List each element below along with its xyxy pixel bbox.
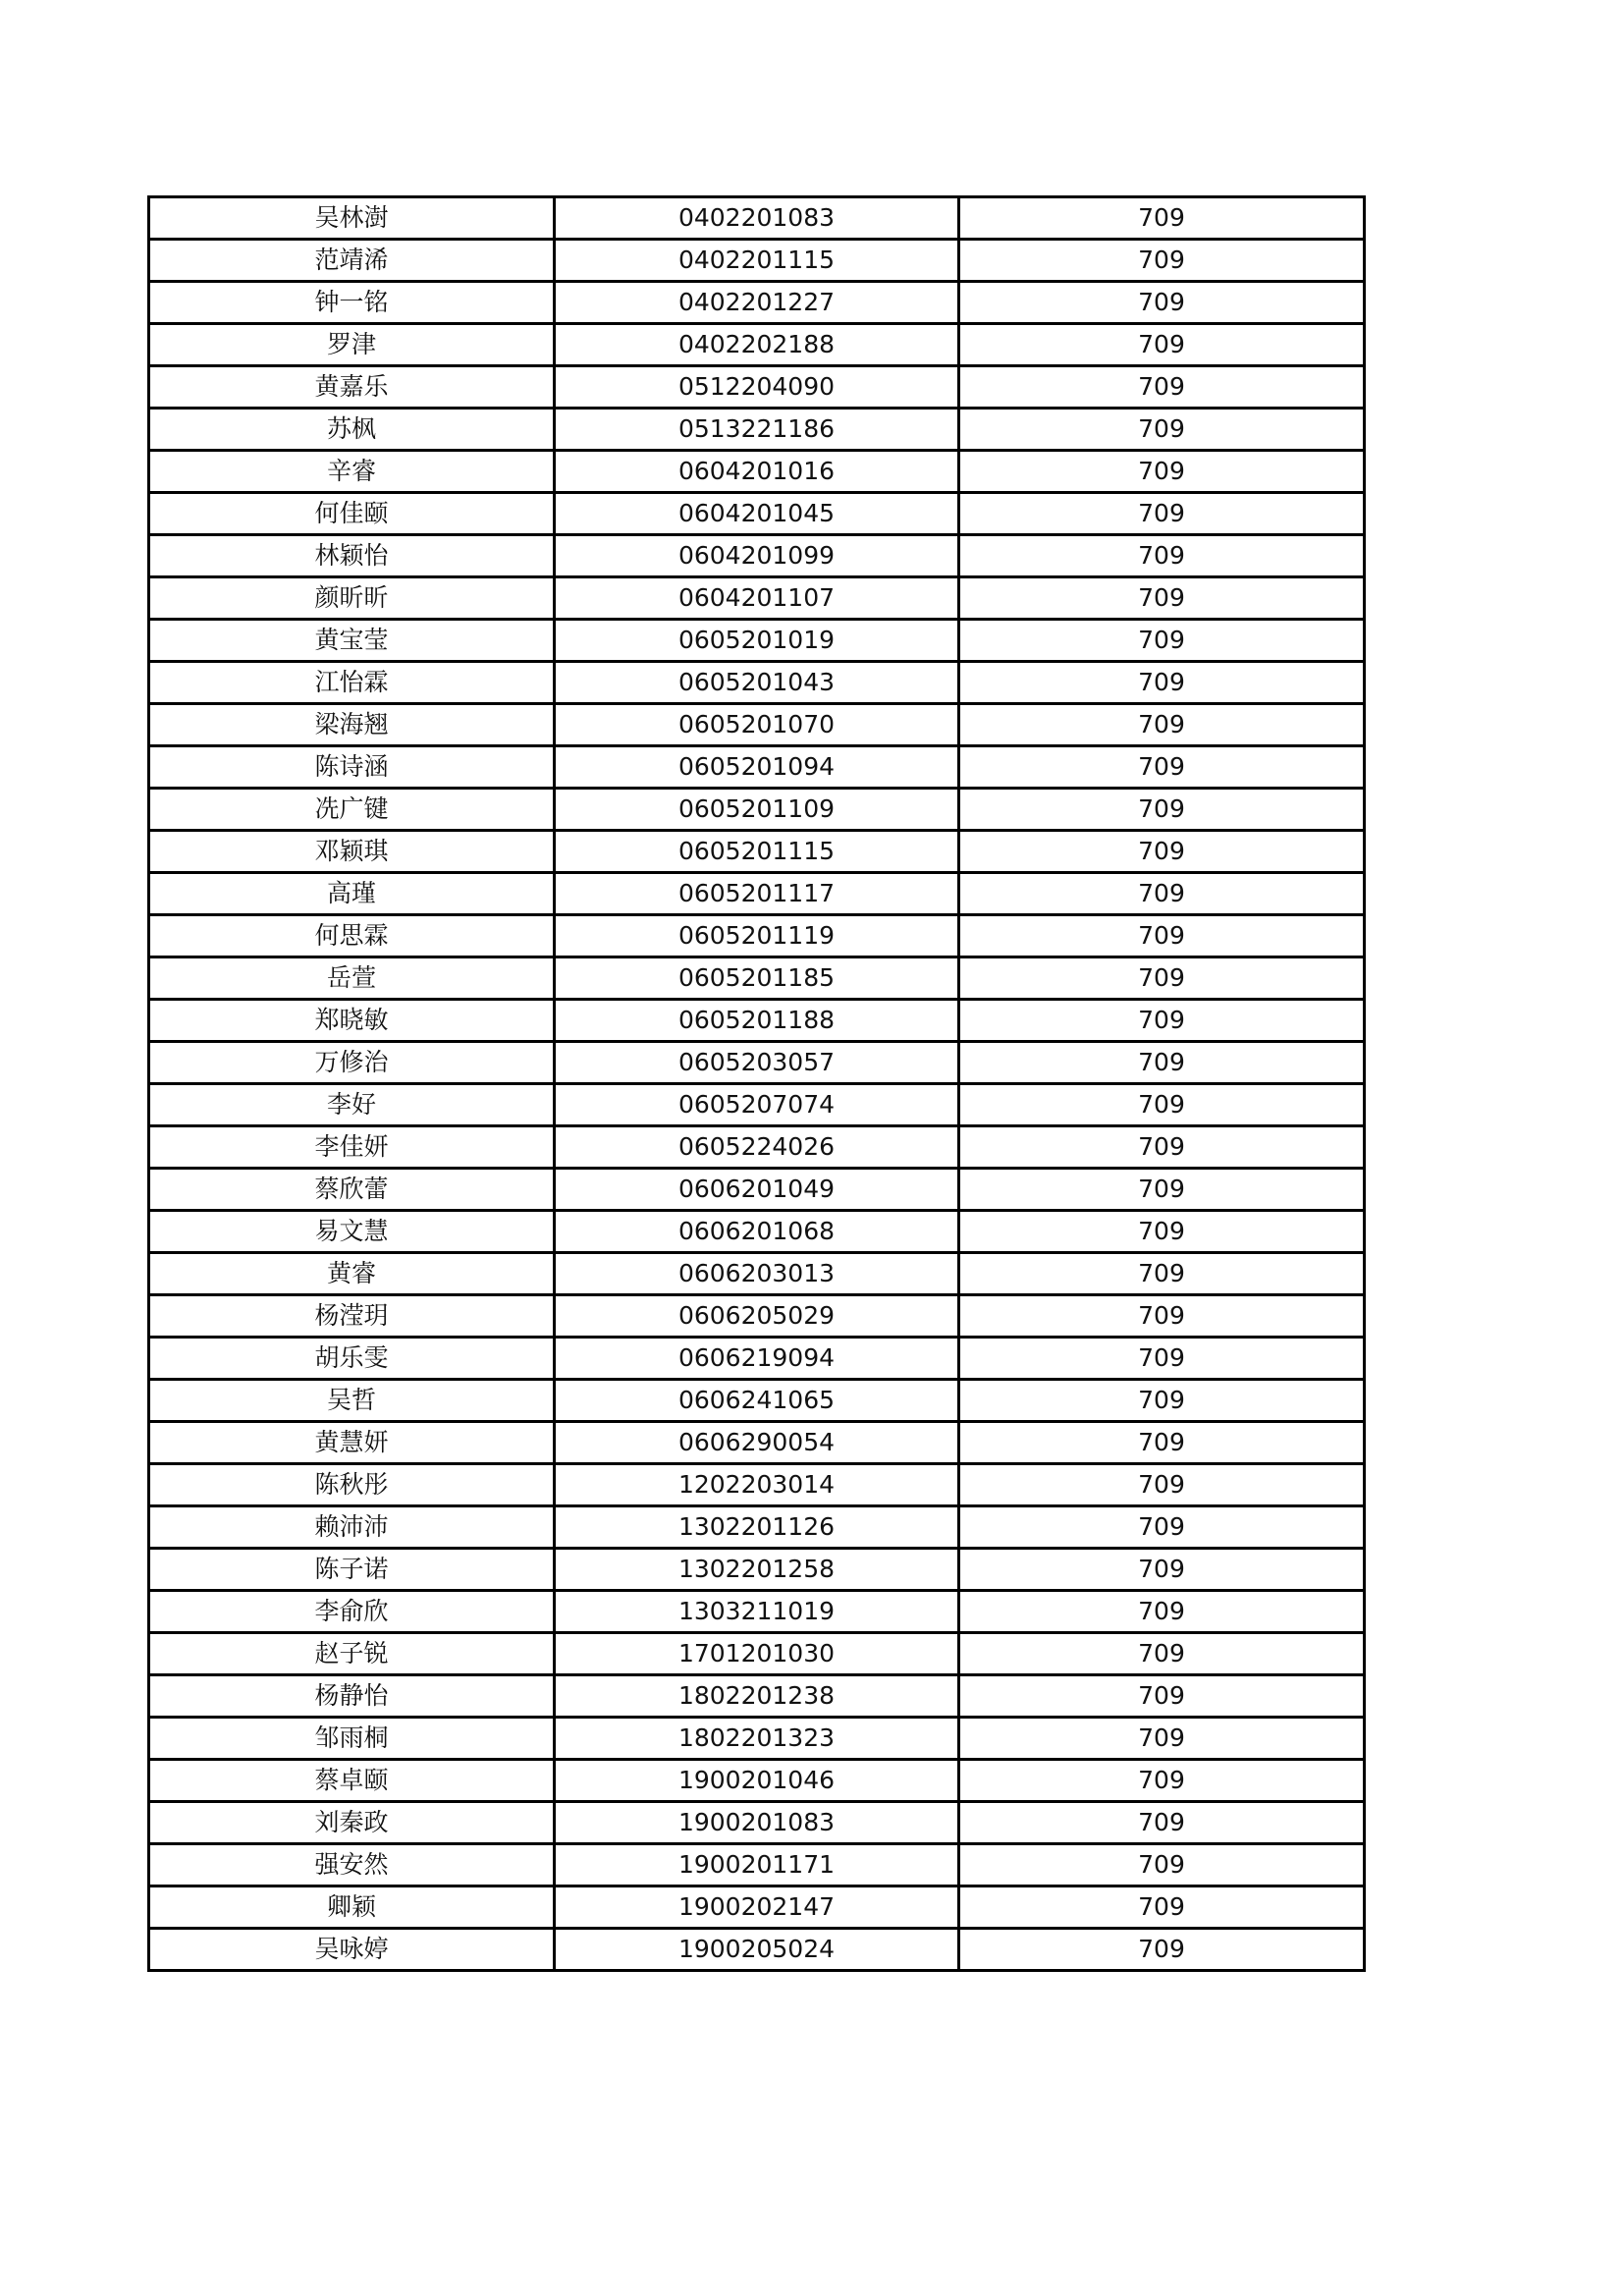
table-row xyxy=(149,704,1365,746)
roster-table-body xyxy=(149,197,1365,1971)
student-id-cell: 0402202188 xyxy=(555,324,959,366)
score-cell: 709 xyxy=(959,746,1365,789)
table-row xyxy=(149,451,1365,493)
score-cell: 709 xyxy=(959,1042,1365,1084)
score-cell: 709 xyxy=(959,366,1365,409)
student-id-cell: 0605207074 xyxy=(555,1084,959,1126)
table-row xyxy=(149,1000,1365,1042)
name-cell: 钟一铭 xyxy=(149,282,555,324)
name-cell: 陈子诺 xyxy=(149,1549,555,1591)
student-id-cell: 1802201238 xyxy=(555,1675,959,1718)
name-cell: 李俞欣 xyxy=(149,1591,555,1633)
name-cell: 岳萱 xyxy=(149,957,555,1000)
name-cell: 李好 xyxy=(149,1084,555,1126)
student-id-cell: 1900201046 xyxy=(555,1760,959,1802)
score-cell: 709 xyxy=(959,1929,1365,1971)
student-id-cell: 1302201126 xyxy=(555,1506,959,1549)
name-cell: 邹雨桐 xyxy=(149,1718,555,1760)
name-cell: 罗津 xyxy=(149,324,555,366)
table-row xyxy=(149,1042,1365,1084)
student-id-cell: 0402201083 xyxy=(555,197,959,240)
name-cell: 李佳妍 xyxy=(149,1126,555,1169)
table-row xyxy=(149,240,1365,282)
table-row xyxy=(149,746,1365,789)
name-cell: 梁海翘 xyxy=(149,704,555,746)
table-row xyxy=(149,831,1365,873)
table-row xyxy=(149,1802,1365,1844)
table-row xyxy=(149,1760,1365,1802)
student-id-cell: 0605201117 xyxy=(555,873,959,915)
name-cell: 胡乐雯 xyxy=(149,1338,555,1380)
score-cell: 709 xyxy=(959,1422,1365,1464)
student-id-cell: 0604201045 xyxy=(555,493,959,535)
name-cell: 吴咏婷 xyxy=(149,1929,555,1971)
student-id-cell: 0605201119 xyxy=(555,915,959,957)
student-id-cell: 0606241065 xyxy=(555,1380,959,1422)
score-cell: 709 xyxy=(959,493,1365,535)
name-cell: 吴林澍 xyxy=(149,197,555,240)
student-id-cell: 0605201109 xyxy=(555,789,959,831)
table-row xyxy=(149,577,1365,620)
student-id-cell: 0604201099 xyxy=(555,535,959,577)
student-id-cell: 0605224026 xyxy=(555,1126,959,1169)
score-cell: 709 xyxy=(959,324,1365,366)
name-cell: 江怡霖 xyxy=(149,662,555,704)
name-cell: 范靖浠 xyxy=(149,240,555,282)
student-id-cell: 0606290054 xyxy=(555,1422,959,1464)
name-cell: 林颖怡 xyxy=(149,535,555,577)
name-cell: 颜昕昕 xyxy=(149,577,555,620)
student-id-cell: 0606201068 xyxy=(555,1211,959,1253)
score-cell: 709 xyxy=(959,620,1365,662)
student-id-cell: 1900201171 xyxy=(555,1844,959,1886)
score-cell: 709 xyxy=(959,1084,1365,1126)
score-cell: 709 xyxy=(959,662,1365,704)
table-row xyxy=(149,1506,1365,1549)
table-row xyxy=(149,1718,1365,1760)
score-cell: 709 xyxy=(959,789,1365,831)
name-cell: 卿颖 xyxy=(149,1886,555,1929)
student-id-cell: 1202203014 xyxy=(555,1464,959,1506)
roster-table xyxy=(147,195,1366,1972)
score-cell: 709 xyxy=(959,1338,1365,1380)
name-cell: 黄嘉乐 xyxy=(149,366,555,409)
score-cell: 709 xyxy=(959,197,1365,240)
table-row xyxy=(149,1295,1365,1338)
table-row xyxy=(149,1084,1365,1126)
table-row xyxy=(149,409,1365,451)
score-cell: 709 xyxy=(959,831,1365,873)
student-id-cell: 0605201043 xyxy=(555,662,959,704)
student-id-cell: 0606205029 xyxy=(555,1295,959,1338)
student-id-cell: 1900205024 xyxy=(555,1929,959,1971)
table-row xyxy=(149,366,1365,409)
student-id-cell: 0606203013 xyxy=(555,1253,959,1295)
table-row xyxy=(149,873,1365,915)
student-id-cell: 1900201083 xyxy=(555,1802,959,1844)
table-row xyxy=(149,1211,1365,1253)
student-id-cell: 0402201115 xyxy=(555,240,959,282)
table-row xyxy=(149,535,1365,577)
score-cell: 709 xyxy=(959,1211,1365,1253)
name-cell: 强安然 xyxy=(149,1844,555,1886)
student-id-cell: 0606201049 xyxy=(555,1169,959,1211)
table-row xyxy=(149,1844,1365,1886)
table-row xyxy=(149,662,1365,704)
score-cell: 709 xyxy=(959,1380,1365,1422)
name-cell: 赵子锐 xyxy=(149,1633,555,1675)
table-row xyxy=(149,1675,1365,1718)
table-row xyxy=(149,1338,1365,1380)
student-id-cell: 0402201227 xyxy=(555,282,959,324)
name-cell: 易文慧 xyxy=(149,1211,555,1253)
student-id-cell: 0604201107 xyxy=(555,577,959,620)
table-row xyxy=(149,324,1365,366)
table-row xyxy=(149,1549,1365,1591)
table-row xyxy=(149,493,1365,535)
score-cell: 709 xyxy=(959,1844,1365,1886)
score-cell: 709 xyxy=(959,1718,1365,1760)
name-cell: 何思霖 xyxy=(149,915,555,957)
table-row xyxy=(149,282,1365,324)
table-row xyxy=(149,1929,1365,1971)
table-row xyxy=(149,789,1365,831)
score-cell: 709 xyxy=(959,451,1365,493)
table-row xyxy=(149,1886,1365,1929)
score-cell: 709 xyxy=(959,1126,1365,1169)
name-cell: 高瑾 xyxy=(149,873,555,915)
score-cell: 709 xyxy=(959,915,1365,957)
student-id-cell: 0605201094 xyxy=(555,746,959,789)
name-cell: 万修治 xyxy=(149,1042,555,1084)
student-id-cell: 0604201016 xyxy=(555,451,959,493)
table-row xyxy=(149,1633,1365,1675)
name-cell: 蔡卓颐 xyxy=(149,1760,555,1802)
score-cell: 709 xyxy=(959,1591,1365,1633)
score-cell: 709 xyxy=(959,1169,1365,1211)
student-id-cell: 0606219094 xyxy=(555,1338,959,1380)
table-row xyxy=(149,1464,1365,1506)
name-cell: 郑晓敏 xyxy=(149,1000,555,1042)
score-cell: 709 xyxy=(959,1633,1365,1675)
score-cell: 709 xyxy=(959,1295,1365,1338)
student-id-cell: 1302201258 xyxy=(555,1549,959,1591)
name-cell: 赖沛沛 xyxy=(149,1506,555,1549)
name-cell: 黄慧妍 xyxy=(149,1422,555,1464)
table-row xyxy=(149,1253,1365,1295)
student-id-cell: 1802201323 xyxy=(555,1718,959,1760)
student-id-cell: 1900202147 xyxy=(555,1886,959,1929)
name-cell: 刘秦政 xyxy=(149,1802,555,1844)
student-id-cell: 0605201070 xyxy=(555,704,959,746)
student-id-cell: 1303211019 xyxy=(555,1591,959,1633)
score-cell: 709 xyxy=(959,240,1365,282)
name-cell: 吴哲 xyxy=(149,1380,555,1422)
name-cell: 杨滢玥 xyxy=(149,1295,555,1338)
score-cell: 709 xyxy=(959,1464,1365,1506)
student-id-cell: 0605201188 xyxy=(555,1000,959,1042)
score-cell: 709 xyxy=(959,873,1365,915)
student-id-cell: 0605201185 xyxy=(555,957,959,1000)
name-cell: 陈秋彤 xyxy=(149,1464,555,1506)
score-cell: 709 xyxy=(959,704,1365,746)
table-row xyxy=(149,620,1365,662)
table-row xyxy=(149,915,1365,957)
score-cell: 709 xyxy=(959,577,1365,620)
score-cell: 709 xyxy=(959,535,1365,577)
table-row xyxy=(149,1380,1365,1422)
score-cell: 709 xyxy=(959,282,1365,324)
score-cell: 709 xyxy=(959,409,1365,451)
score-cell: 709 xyxy=(959,1253,1365,1295)
name-cell: 黄睿 xyxy=(149,1253,555,1295)
name-cell: 苏枫 xyxy=(149,409,555,451)
score-cell: 709 xyxy=(959,957,1365,1000)
table-row xyxy=(149,197,1365,240)
name-cell: 辛睿 xyxy=(149,451,555,493)
name-cell: 杨静怡 xyxy=(149,1675,555,1718)
score-cell: 709 xyxy=(959,1760,1365,1802)
name-cell: 邓颖琪 xyxy=(149,831,555,873)
student-id-cell: 1701201030 xyxy=(555,1633,959,1675)
name-cell: 蔡欣蕾 xyxy=(149,1169,555,1211)
student-id-cell: 0512204090 xyxy=(555,366,959,409)
score-cell: 709 xyxy=(959,1549,1365,1591)
score-cell: 709 xyxy=(959,1675,1365,1718)
student-id-cell: 0605203057 xyxy=(555,1042,959,1084)
name-cell: 黄宝莹 xyxy=(149,620,555,662)
score-cell: 709 xyxy=(959,1000,1365,1042)
table-row xyxy=(149,1591,1365,1633)
score-cell: 709 xyxy=(959,1506,1365,1549)
table-row xyxy=(149,1169,1365,1211)
name-cell: 陈诗涵 xyxy=(149,746,555,789)
student-id-cell: 0605201115 xyxy=(555,831,959,873)
table-row xyxy=(149,1422,1365,1464)
score-cell: 709 xyxy=(959,1802,1365,1844)
student-id-cell: 0605201019 xyxy=(555,620,959,662)
table-row xyxy=(149,1126,1365,1169)
table-row xyxy=(149,957,1365,1000)
student-id-cell: 0513221186 xyxy=(555,409,959,451)
name-cell: 何佳颐 xyxy=(149,493,555,535)
score-cell: 709 xyxy=(959,1886,1365,1929)
name-cell: 冼广键 xyxy=(149,789,555,831)
